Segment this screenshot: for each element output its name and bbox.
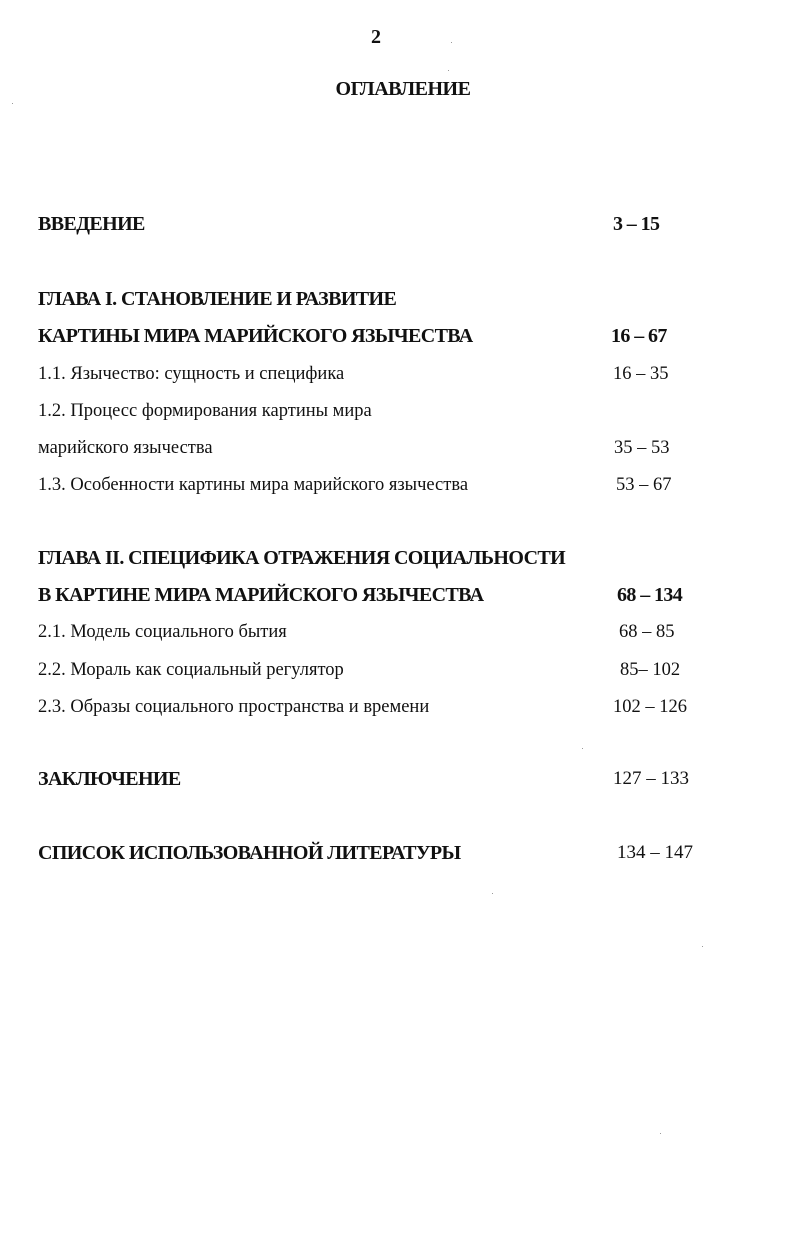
toc-entry-pages: 53 – 67 (616, 475, 672, 495)
toc-entry-chapter-1-line-2[interactable] (38, 323, 738, 349)
toc-entry-text: 2.3. Образы социального пространства и времени (38, 697, 430, 717)
page-title: ОГЛАВЛЕНИЕ (335, 78, 471, 100)
toc-entry-text: ЗАКЛЮЧЕНИЕ (38, 768, 181, 790)
toc-entry-section-1-2-line-1[interactable] (38, 398, 738, 424)
toc-entry-text: ГЛАВА II. СПЕЦИФИКА ОТРАЖЕНИЯ СОЦИАЛЬНОСТИ (38, 547, 566, 569)
toc-entry-text: 1.1. Язычество: сущность и специфика (38, 364, 345, 384)
toc-entry-section-1-2-line-2[interactable] (38, 435, 738, 461)
toc-entry-text: марийского язычества (38, 438, 213, 458)
toc-entry-text: КАРТИНЫ МИРА МАРИЙСКОГО ЯЗЫЧЕСТВА (38, 325, 473, 347)
toc-entry-text: 2.1. Модель социального бытия (38, 622, 287, 642)
scan-speck (12, 103, 13, 104)
toc-entry-pages: 16 – 35 (613, 364, 669, 384)
scan-speck (582, 748, 583, 749)
toc-entry-chapter-2-line-2[interactable] (38, 582, 738, 608)
toc-entry-pages: 16 – 67 (611, 325, 667, 347)
scan-speck (451, 42, 452, 43)
toc-entry-chapter-2-line-1[interactable] (38, 545, 738, 571)
toc-entry-pages: 68 – 85 (619, 622, 675, 642)
toc-entry-text: 1.3. Особенности картины мира марийского язычества (38, 475, 469, 495)
scan-speck (660, 1133, 661, 1134)
toc-entry-bibliography[interactable] (38, 840, 738, 866)
toc-entry-text: 1.2. Процесс формирования картины мира (38, 401, 372, 421)
toc-entry-section-1-3[interactable] (38, 472, 738, 498)
toc-entry-section-2-2[interactable] (38, 657, 738, 683)
toc-entry-pages: 35 – 53 (614, 438, 670, 458)
toc-entry-chapter-1-line-1[interactable] (38, 286, 738, 312)
toc-entry-pages: 102 – 126 (613, 697, 687, 717)
scan-speck (492, 893, 493, 894)
scan-speck (448, 70, 449, 71)
toc-entry-text: 2.2. Мораль как социальный регулятор (38, 660, 344, 680)
toc-entry-introduction[interactable] (38, 211, 738, 237)
toc-entry-text: ГЛАВА I. СТАНОВЛЕНИЕ И РАЗВИТИЕ (38, 288, 397, 310)
toc-entry-section-1-1[interactable] (38, 361, 738, 387)
toc-entry-text: ВВЕДЕНИЕ (38, 213, 145, 235)
toc-entry-text: В КАРТИНЕ МИРА МАРИЙСКОГО ЯЗЫЧЕСТВА (38, 584, 484, 606)
toc-entry-section-2-1[interactable] (38, 619, 738, 645)
toc-entry-section-2-3[interactable] (38, 694, 738, 720)
toc-entry-text: СПИСОК ИСПОЛЬЗОВАННОЙ ЛИТЕРАТУРЫ (38, 842, 461, 864)
toc-entry-pages: 85– 102 (620, 660, 681, 680)
toc-entry-pages: 3 – 15 (613, 213, 660, 235)
toc-entry-pages: 134 – 147 (617, 842, 693, 863)
toc-entry-pages: 127 – 133 (613, 768, 689, 789)
page-number: 2 (371, 26, 381, 48)
toc-entry-conclusion[interactable] (38, 766, 738, 792)
toc-entry-pages: 68 – 134 (617, 584, 683, 606)
scan-speck (702, 946, 703, 947)
